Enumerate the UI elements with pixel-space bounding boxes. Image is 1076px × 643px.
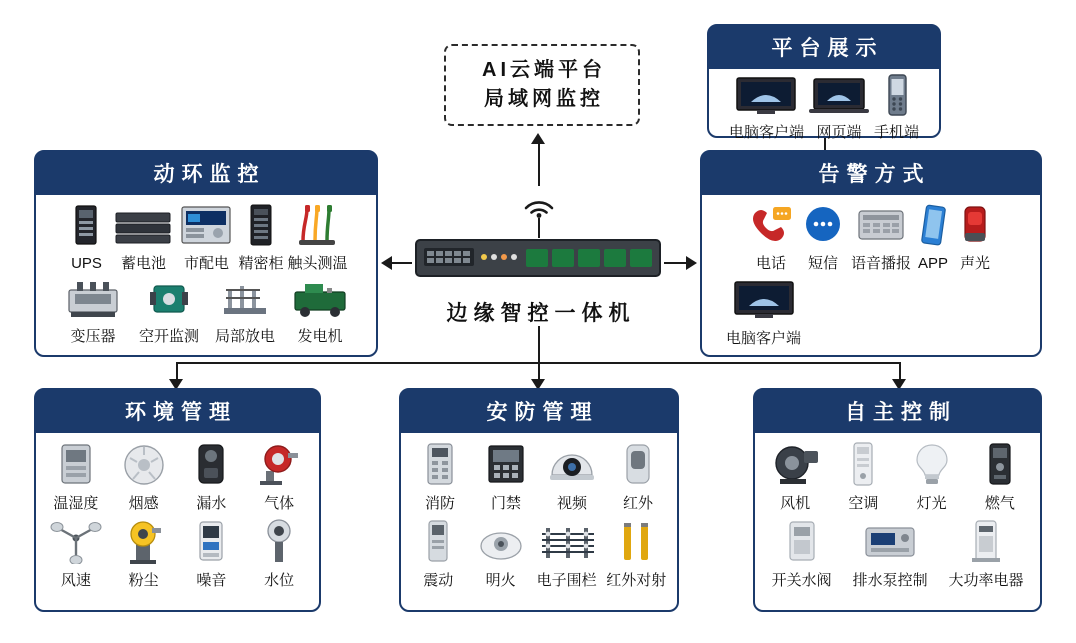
environment-label-dust: 粉尘 [128,572,159,590]
environment-label-temp-humidity: 温湿度 [53,495,99,512]
connector-bottom-mid-drop [538,362,540,380]
power-env-item-precision-cabinet[interactable] [236,203,285,272]
control-row-2 [761,518,1034,589]
security-item-vibration[interactable] [407,518,469,589]
control-item-light[interactable] [898,441,966,512]
arrow-left-power-env [381,256,392,270]
air-conditioner-icon [846,441,880,492]
partial-discharge-icon [218,278,272,325]
environment-item-temp-humidity[interactable] [42,441,110,512]
panel-power-env-title: 动环监控 [36,152,376,195]
infrared-beam-icon [613,518,659,569]
precision-cabinet-icon [246,203,276,252]
anemometer-icon [50,518,102,569]
smoke-detector-icon [119,441,169,492]
power-env-item-battery[interactable] [110,203,176,272]
edge-controller-caption: 边缘智控一体机 [446,302,636,325]
fire-control-panel-icon [420,441,460,492]
control-item-water-valve[interactable] [761,518,842,589]
environment-item-noise[interactable] [178,518,246,589]
environment-item-wind-speed[interactable] [42,518,110,589]
environment-label-noise: 噪音 [196,572,227,590]
security-item-access[interactable] [473,441,539,512]
panel-power-env-monitor [34,150,378,357]
arrow-right-alarm [686,256,697,270]
security-item-fire[interactable] [407,441,473,512]
environment-item-smoke[interactable] [110,441,178,512]
control-label-fan: 风机 [780,495,811,512]
connector-bottom-stem [538,326,540,362]
dome-camera-icon [546,441,598,492]
power-env-item-breaker[interactable] [131,278,207,345]
environment-label-gas: 气体 [264,495,295,512]
cloud-platform-box [444,44,640,126]
power-env-label-partial-discharge: 局部放电 [215,328,276,346]
alarm-item-sms[interactable] [797,203,849,272]
transformer-icon [63,278,123,325]
ups-cabinet-icon [64,203,108,252]
security-item-ir-beam[interactable] [601,518,671,589]
edge-controller [404,236,672,327]
flame-detector-icon [475,518,527,569]
environment-item-water-leak[interactable] [178,441,246,512]
vibration-sensor-icon [421,518,455,569]
panel-alarm-methods [700,150,1042,357]
environment-item-water-level[interactable] [245,518,313,589]
electronic-fence-icon [536,518,598,569]
power-env-label-generator: 发电机 [297,328,343,346]
control-item-ac[interactable] [829,441,897,512]
power-env-item-transformer[interactable] [55,278,131,345]
panel-environment-title: 环境管理 [36,390,319,433]
environment-item-dust[interactable] [110,518,178,589]
panel-platform-display-title: 平台展示 [709,26,939,69]
platform-display-label-pc: 电脑客户端 [728,124,804,141]
environment-label-wind-speed: 风速 [60,572,91,590]
drain-pump-controller-icon [862,518,918,569]
control-label-drain-pump: 排水泵控制 [852,572,928,590]
power-env-item-contact-temp[interactable] [286,203,350,272]
environment-item-gas[interactable] [245,441,313,512]
battery-bank-icon [112,203,174,252]
environment-label-smoke: 烟感 [128,495,159,512]
control-label-water-valve: 开关水阀 [771,572,832,590]
panel-security-title: 安防管理 [401,390,677,433]
power-env-label-breaker: 空开监测 [138,328,199,346]
alarm-label-voice: 语音播报 [850,255,911,272]
environment-row-1 [42,441,313,512]
security-label-e-fence: 电子围栏 [536,572,597,590]
water-level-sensor-icon [259,518,299,569]
alarm-label-sms: 短信 [807,255,838,272]
platform-display-item-mobile[interactable] [872,74,921,141]
water-valve-icon [781,518,823,569]
panel-security-management [399,388,679,612]
infrared-detector-icon [621,441,655,492]
alarm-item-pc-client[interactable] [724,280,803,347]
panel-autonomous-title: 自主控制 [755,390,1040,433]
alarm-row-1 [708,203,1034,272]
security-item-flame[interactable] [469,518,531,589]
power-env-label-precision-cabinet: 精密柜 [238,255,284,272]
dust-sensor-icon [122,518,166,569]
smartphone-app-icon [915,203,951,252]
control-row-1 [761,441,1034,512]
environment-label-water-leak: 漏水 [196,495,227,512]
security-row-2 [407,518,671,589]
power-env-label-distribution: 市配电 [183,255,229,272]
light-bulb-icon [912,441,952,492]
power-env-row-2 [42,278,370,345]
gas-detector-icon [256,441,302,492]
security-label-access: 门禁 [490,495,521,512]
gas-valve-icon [985,441,1015,492]
arrow-up-cloud [531,133,545,144]
security-item-video[interactable] [539,441,605,512]
power-env-item-distribution[interactable] [176,203,236,272]
telephone-icon [747,203,795,252]
control-item-high-power[interactable] [938,518,1034,589]
panel-autonomous-control [753,388,1042,612]
power-env-item-partial-discharge[interactable] [207,278,283,345]
power-env-item-generator[interactable] [283,278,357,345]
laptop-browser-icon [808,76,870,121]
power-meter-icon [178,203,234,252]
security-label-vibration: 震动 [423,572,454,590]
breaker-monitor-icon [144,278,194,325]
voice-broadcast-icon [853,203,909,252]
power-env-row-1 [42,203,370,272]
sound-light-alarm-icon [955,203,995,252]
noise-sensor-icon [191,518,231,569]
connector-bottom-left-drop [176,362,178,380]
security-row-1 [407,441,671,512]
environment-row-2 [42,518,313,589]
panel-environment-management [34,388,321,612]
security-label-fire: 消防 [424,495,455,512]
rack-switch-icon [404,236,672,287]
alarm-label-sound-light: 声光 [959,255,990,272]
sms-bubble-icon [799,203,847,252]
security-label-infrared: 红外 [622,495,653,512]
environment-label-water-level: 水位 [264,572,295,590]
control-item-drain-pump[interactable] [842,518,938,589]
security-label-ir-beam: 红外对射 [606,572,667,590]
cloud-platform-line2: 局域网监控 [484,88,604,110]
alarm-item-phone[interactable] [745,203,797,272]
alarm-row-2 [708,280,1034,347]
alarm-label-phone: 电话 [755,255,786,272]
high-power-appliance-icon [966,518,1006,569]
alarm-item-sound-light[interactable] [953,203,997,272]
alarm-item-app[interactable] [913,203,953,272]
water-leak-sensor-icon [191,441,231,492]
alarm-label-pc-client: 电脑客户端 [726,330,802,348]
desktop-monitor-icon [733,280,795,327]
control-item-gas[interactable] [966,441,1034,512]
connector-cloud-vertical [538,142,540,186]
alarm-label-app: APP [917,255,948,272]
panel-alarm-title: 告警方式 [702,152,1040,195]
security-item-infrared[interactable] [605,441,671,512]
control-label-gas: 燃气 [984,495,1015,512]
power-env-item-ups[interactable] [62,203,110,272]
panel-platform-display [707,24,941,141]
platform-display-row [715,74,933,141]
security-label-video: 视频 [556,495,587,512]
smartphone-icon [880,74,914,121]
access-control-icon [483,441,529,492]
temp-humidity-sensor-icon [55,441,97,492]
control-label-high-power: 大功率电器 [948,572,1024,590]
power-env-label-battery: 蓄电池 [120,255,166,272]
cloud-platform-line1: AI云端平台 [482,59,606,81]
platform-display-item-web[interactable] [806,76,872,141]
connector-bottom-right-drop [899,362,901,380]
control-label-ac: 空调 [848,495,879,512]
control-item-fan[interactable] [761,441,829,512]
power-env-label-transformer: 变压器 [70,328,116,346]
platform-display-label-mobile: 手机端 [874,124,920,141]
wifi-signal-icon [519,186,559,223]
power-env-label-ups: UPS [71,255,102,272]
blower-fan-icon [768,441,822,492]
contact-temperature-icon [293,203,343,252]
alarm-item-voice[interactable] [849,203,913,272]
platform-display-item-pc[interactable] [727,76,806,141]
security-item-e-fence[interactable] [532,518,602,589]
desktop-monitor-icon [735,76,797,121]
control-label-light: 灯光 [916,495,947,512]
generator-icon [291,278,349,325]
platform-display-label-web: 网页端 [816,124,862,141]
security-label-flame: 明火 [485,572,516,590]
power-env-label-contact-temp: 触头测温 [287,255,348,272]
